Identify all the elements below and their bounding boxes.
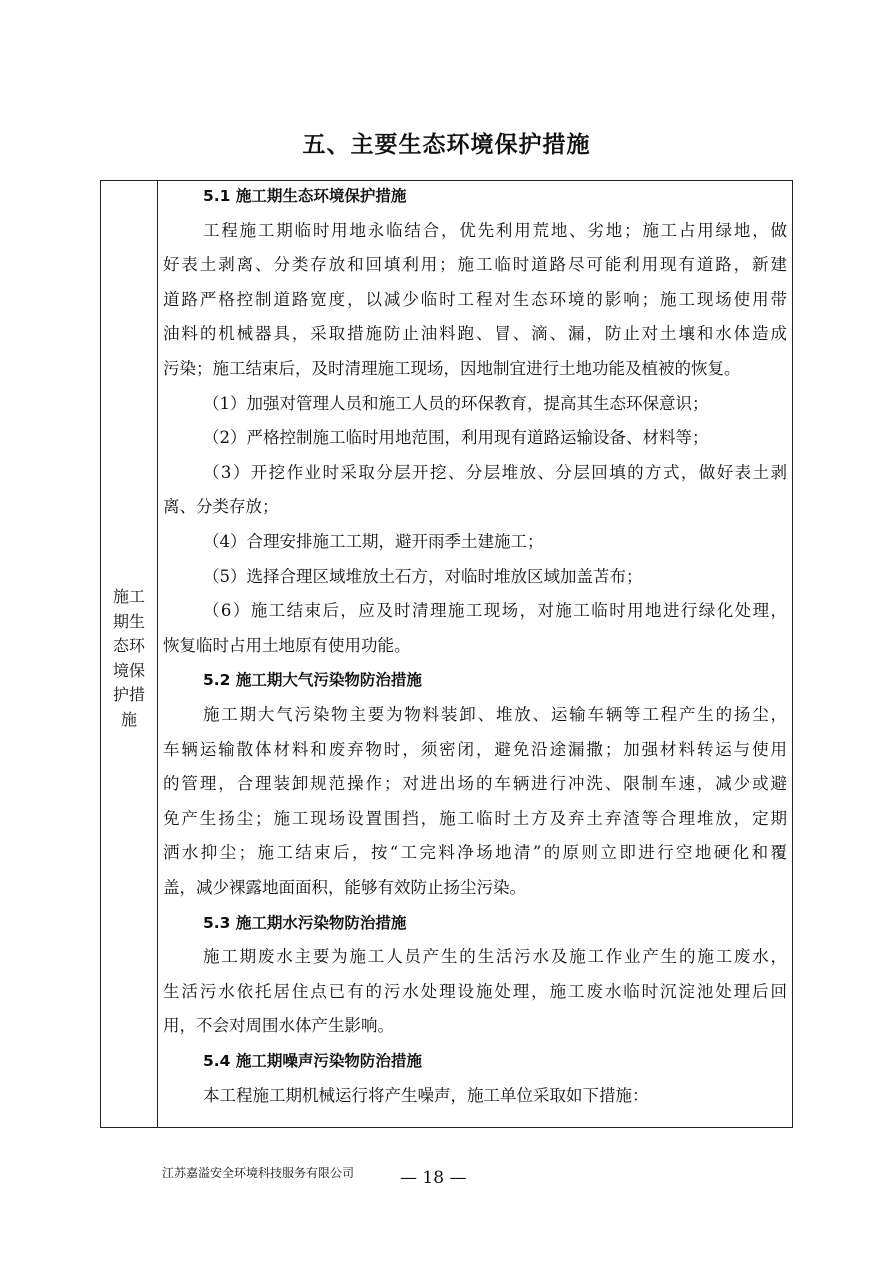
category-label: 施工期生态环境保护措施 bbox=[112, 587, 145, 729]
text-line: 道路严格控制道路宽度，以减少临时工程对生态环境的影响；施工现场使用带 bbox=[163, 289, 787, 309]
text-line: 洒水抑尘；施工结束后，按“工完料净场地清”的原则立即进行空地硬化和覆 bbox=[163, 843, 787, 863]
text-line: 用，不会对周围水体产生影响。 bbox=[163, 1016, 394, 1036]
text-line: 盖，减少裸露地面面积，能够有效防止扬尘污染。 bbox=[163, 878, 526, 897]
measures-table bbox=[100, 180, 793, 1128]
text-line: 离、分类存放； bbox=[163, 497, 279, 517]
text-line: （3）开挖作业时采取分层开挖、分层堆放、分层回填的方式，做好表土剥 bbox=[203, 462, 787, 482]
page-title: 五、主要生态环境保护措施 bbox=[302, 132, 591, 158]
text-line: 恢复临时占用土地原有使用功能。 bbox=[163, 635, 411, 655]
text-line: 污染；施工结束后，及时清理施工现场，因地制宜进行土地功能及植被的恢复。 bbox=[163, 359, 741, 378]
text-line: 施工期大气污染物主要为物料装卸、堆放、运输车辆等工程产生的扬尘， bbox=[203, 705, 787, 724]
text-line: 免产生扬尘；施工现场设置围挡，施工临时土方及弃土弃渣等合理堆放，定期 bbox=[163, 808, 787, 828]
section-heading: 5.3 施工期水污染物防治措施 bbox=[203, 913, 407, 932]
text-line: 生活污水依托居住点已有的污水处理设施处理，施工废水临时沉淀池处理后回 bbox=[163, 981, 787, 1001]
text-line: （6）施工结束后，应及时清理施工现场，对施工临时用地进行绿化处理， bbox=[203, 601, 787, 621]
text-line: 施工期废水主要为施工人员产生的生活污水及施工作业产生的施工废水， bbox=[203, 947, 787, 967]
text-line: 的管理，合理装卸规范操作；对进出场的车辆进行冲洗、限制车速，减少或避 bbox=[163, 774, 787, 794]
text-line: （4）合理安排施工工期，避开雨季土建施工； bbox=[203, 532, 544, 551]
text-line: 车辆运输散体材料和废弃物时，须密闭，避免沿途漏撒；加强材料转运与使用 bbox=[163, 739, 787, 759]
text-line: 本工程施工期机械运行将产生噪声，施工单位采取如下措施： bbox=[203, 1085, 649, 1105]
category-column bbox=[101, 181, 158, 1127]
text-line: 工程施工期临时用地永临结合，优先利用荒地、劣地；施工占用绿地，做 bbox=[203, 220, 787, 240]
footer-company: 江苏嘉溢安全环境科技服务有限公司 bbox=[162, 1166, 355, 1180]
text-line: 油料的机械器具，采取措施防止油料跑、冒、滴、漏，防止对土壤和水体造成 bbox=[163, 324, 787, 344]
text-line: 好表土剥离、分类存放和回填利用；施工临时道路尽可能利用现有道路，新建 bbox=[163, 255, 787, 275]
section-heading: 5.2 施工期大气污染物防治措施 bbox=[203, 671, 422, 690]
section-heading: 5.1 施工期生态环境保护措施 bbox=[203, 187, 407, 205]
page-number: — 18 — bbox=[400, 1168, 467, 1188]
text-line: （2）严格控制施工临时用地范围，利用现有道路运输设备、材料等； bbox=[203, 428, 709, 448]
section-heading: 5.4 施工期噪声污染物防治措施 bbox=[203, 1052, 422, 1070]
text-line: （5）选择合理区域堆放土石方，对临时堆放区域加盖苫布； bbox=[203, 566, 643, 586]
text-line: （1）加强对管理人员和施工人员的环保教育，提高其生态环保意识； bbox=[203, 393, 709, 413]
